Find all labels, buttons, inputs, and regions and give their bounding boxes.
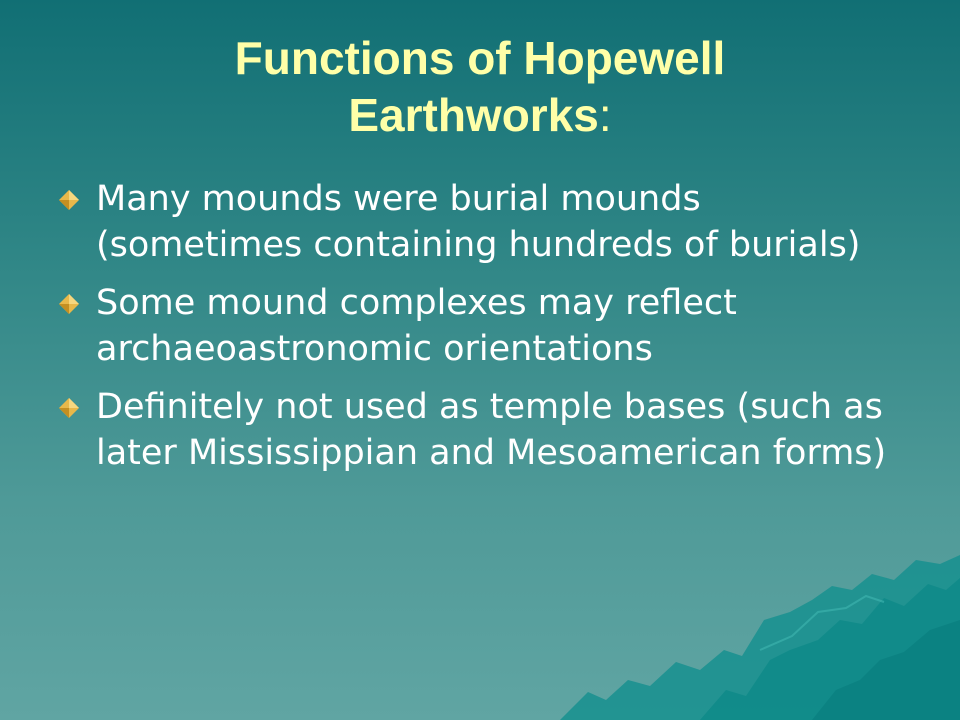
- slide-title: [0, 30, 960, 144]
- diamond-bullet-icon: [58, 397, 80, 419]
- diamond-bullet-icon: [58, 189, 80, 211]
- bullet-text: Definitely not used as temple bases (such as later Mississippian and Mesoamerican forms): [96, 387, 887, 473]
- bullet-item: [58, 384, 918, 476]
- title-line-2: Earthworks: [348, 89, 599, 141]
- title-line-1: Functions of Hopewell: [234, 32, 726, 84]
- bullet-text: Many mounds were burial mounds (sometimes containing hundreds of burials): [96, 179, 861, 265]
- title-colon: :: [598, 89, 612, 141]
- diamond-bullet-icon: [58, 293, 80, 315]
- bullet-text: Some mound complexes may reflect archaeoastronomic orientations: [96, 283, 737, 369]
- bullet-list: [58, 176, 918, 488]
- bullet-item: [58, 280, 918, 372]
- bullet-item: [58, 176, 918, 268]
